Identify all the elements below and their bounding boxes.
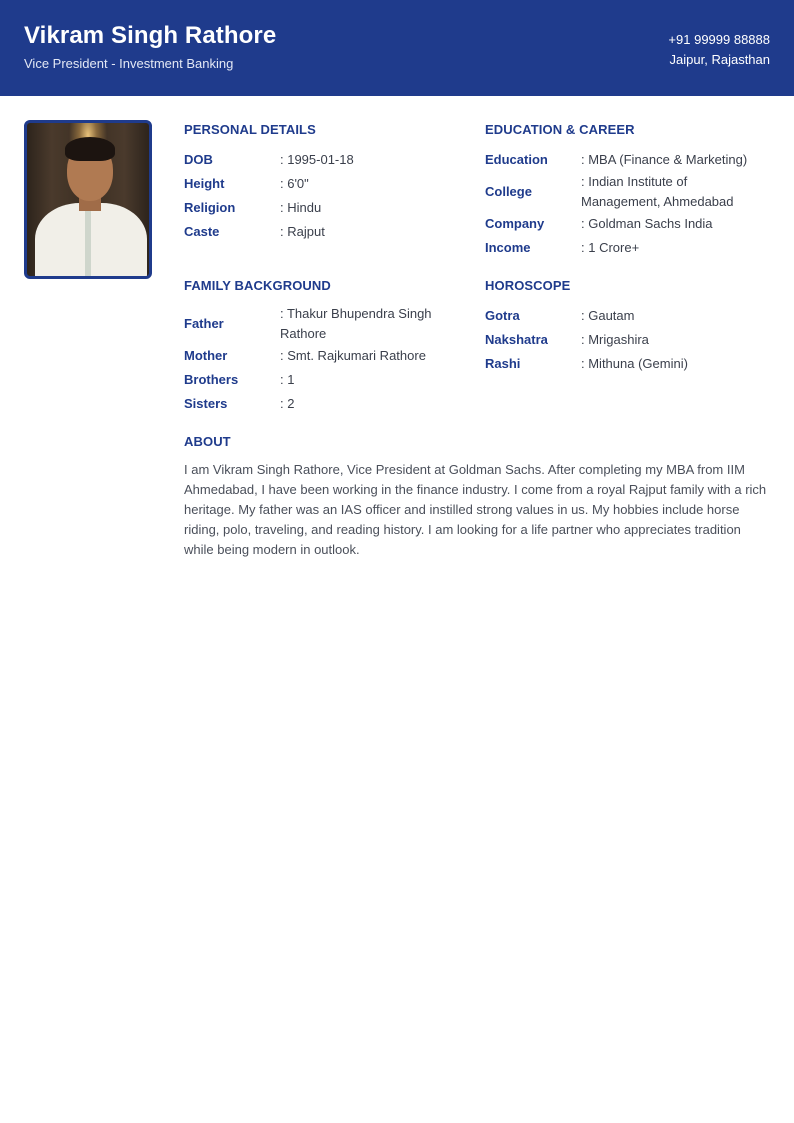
about-text: I am Vikram Singh Rathore, Vice President at Goldman Sachs. After completing my MBA from IIM Ahmedabad, I have been working in the finance industry. I come from a royal Rajput family with a rich heritage. My father was an IAS officer and instilled strong values in us. My hobbies include horse riding, polo, traveling, and reading history. I am looking for a life partner who appreciates tradition while being modern in outlook. xyxy=(184,462,767,557)
detail-label: Nakshatra xyxy=(485,332,548,347)
detail-row xyxy=(485,150,771,170)
detail-label: Brothers xyxy=(184,372,239,387)
photo-hair-shape xyxy=(65,137,115,161)
detail-label: Education xyxy=(485,152,548,167)
detail-label: Rashi xyxy=(485,356,521,371)
detail-row xyxy=(184,346,460,366)
detail-value: : MBA (Finance & Marketing) xyxy=(581,152,748,167)
detail-row xyxy=(184,394,460,414)
section-title-family: FAMILY BACKGROUND xyxy=(184,278,331,293)
profile-job-title: Vice President - Investment Banking xyxy=(24,56,234,71)
section-title-personal: PERSONAL DETAILS xyxy=(184,122,316,137)
detail-label: Gotra xyxy=(485,308,520,323)
detail-row xyxy=(485,238,771,258)
detail-label: Mother xyxy=(184,348,228,363)
detail-label: DOB xyxy=(184,152,213,167)
detail-value: : Thakur Bhupendra Singh Rathore xyxy=(280,306,432,341)
detail-row xyxy=(485,214,771,234)
profile-header xyxy=(0,0,794,96)
detail-label: Caste xyxy=(184,224,220,239)
detail-value: : 1995-01-18 xyxy=(280,152,354,167)
section-title-about: ABOUT xyxy=(184,434,231,449)
detail-label: Height xyxy=(184,176,225,191)
detail-row xyxy=(485,306,771,326)
detail-label: Father xyxy=(184,316,224,331)
detail-row xyxy=(184,370,460,390)
contact-info xyxy=(668,30,770,70)
detail-row xyxy=(184,304,456,344)
detail-row xyxy=(184,198,460,218)
detail-row xyxy=(485,330,771,350)
detail-value: : Hindu xyxy=(280,200,322,215)
detail-value: : 1 Crore+ xyxy=(581,240,640,255)
detail-value: : 2 xyxy=(280,396,295,411)
detail-value: : Gautam xyxy=(581,308,635,323)
detail-label: Sisters xyxy=(184,396,228,411)
detail-label: Income xyxy=(485,240,531,255)
detail-value: : 6'0" xyxy=(280,176,309,191)
detail-value: : Mrigashira xyxy=(581,332,649,347)
photo-body-shape xyxy=(35,203,147,279)
detail-row xyxy=(485,172,761,212)
photo-collar-shape xyxy=(85,207,91,279)
detail-label: College xyxy=(485,184,532,199)
detail-value: : 1 xyxy=(280,372,295,387)
detail-label: Company xyxy=(485,216,545,231)
detail-value: : Goldman Sachs India xyxy=(581,216,713,231)
detail-row xyxy=(184,222,460,242)
detail-row xyxy=(184,150,460,170)
phone-number: +91 99999 88888 xyxy=(668,32,770,47)
section-title-horoscope: HOROSCOPE xyxy=(485,278,571,293)
profile-name: Vikram Singh Rathore xyxy=(24,22,277,49)
detail-label: Religion xyxy=(184,200,236,215)
detail-value: : Mithuna (Gemini) xyxy=(581,356,688,371)
detail-value: : Rajput xyxy=(280,224,325,239)
detail-row xyxy=(184,174,460,194)
detail-row xyxy=(485,354,771,374)
location: Jaipur, Rajasthan xyxy=(669,52,770,67)
detail-value: : Smt. Rajkumari Rathore xyxy=(280,348,426,363)
detail-value: : Indian Institute of Management, Ahmedabad xyxy=(581,174,734,209)
section-title-education: EDUCATION & CAREER xyxy=(485,122,635,137)
profile-photo xyxy=(24,120,152,279)
